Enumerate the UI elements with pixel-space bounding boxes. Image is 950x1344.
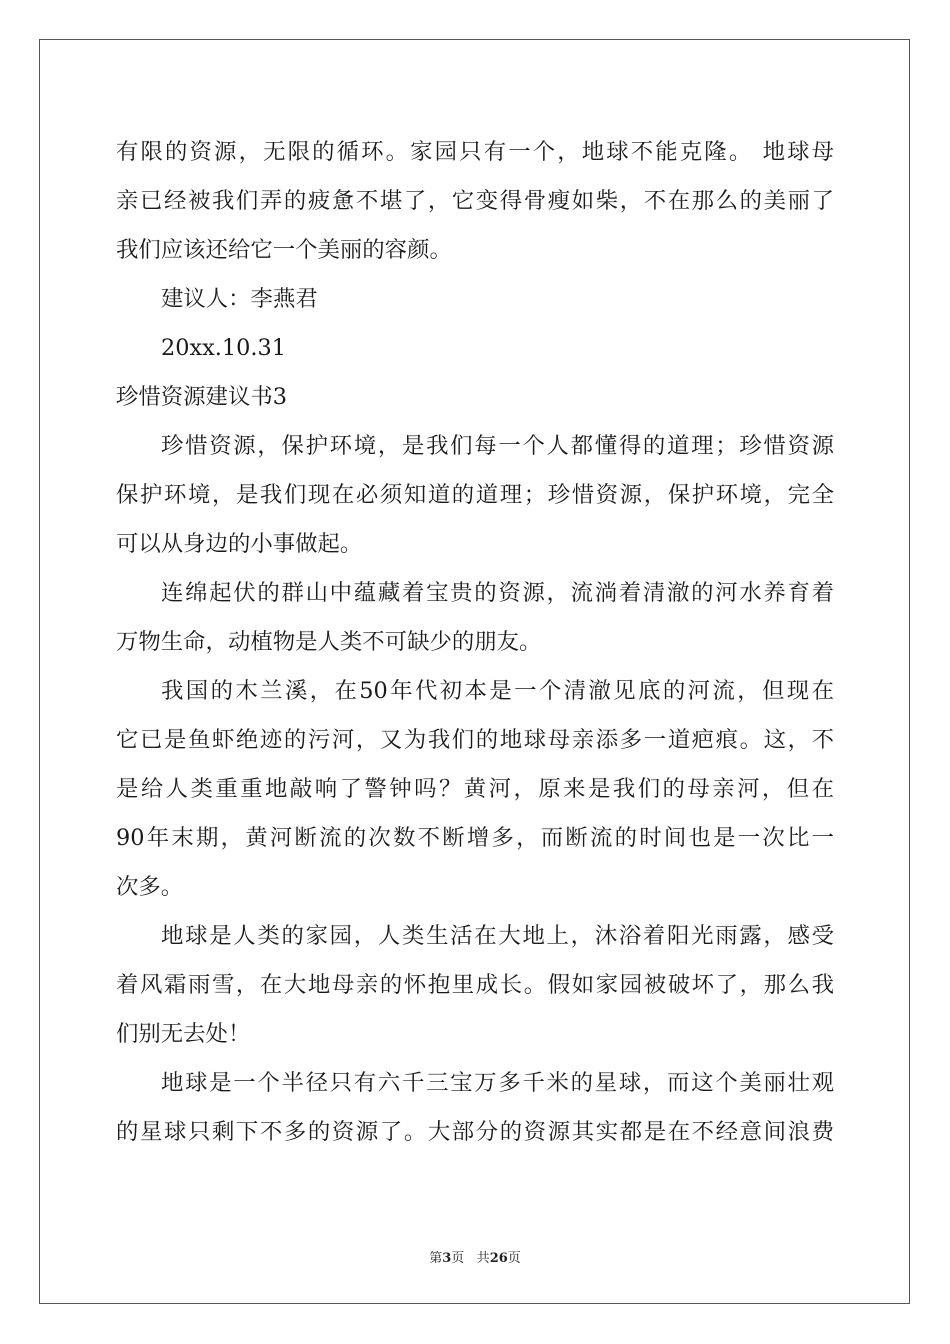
page-number: 3 (442, 1251, 452, 1266)
text-line: 90年末期，黄河断流的次数不断增多，而断流的时间也是一次比一 (116, 825, 834, 851)
text-line: 连绵起伏的群山中蕴藏着宝贵的资源，流淌着清澈的河水养育着 (161, 580, 834, 606)
date-line: 20xx.10.31 (161, 335, 286, 361)
text-line: 它已是鱼虾绝迹的污河，又为我们的地球母亲添多一道疤痕。这，不 (116, 727, 834, 753)
text-line: 着风霜雨雪，在大地母亲的怀抱里成长。假如家园被破坏了，那么我 (116, 972, 834, 998)
signature-line: 建议人：李燕君 (161, 286, 318, 312)
section-title: 珍惜资源建议书3 (116, 384, 287, 410)
text-line: 珍惜资源，保护环境，是我们每一个人都懂得的道理；珍惜资源 (161, 433, 834, 459)
text-line: 次多。 (116, 874, 184, 900)
text-line: 是给人类重重地敲响了警钟吗？黄河，原来是我们的母亲河，但在 (116, 776, 834, 802)
footer-page-suffix: 页 (451, 1251, 465, 1266)
footer-prefix: 第 (429, 1251, 443, 1266)
footer-total-suffix: 页 (507, 1251, 521, 1266)
text-line: 有限的资源，无限的循环。家园只有一个，地球不能克隆。 地球母 (116, 139, 834, 165)
text-line: 的星球只剩下不多的资源了。大部分的资源其实都是在不经意间浪费 (116, 1119, 834, 1145)
text-line: 我国的木兰溪，在50年代初本是一个清澈见底的河流，但现在 (161, 678, 834, 704)
text-line: 地球是一个半径只有六千三宝万多千米的星球，而这个美丽壮观 (161, 1070, 834, 1096)
text-line: 们别无去处！ (116, 1021, 251, 1047)
text-line: 万物生命，动植物是人类不可缺少的朋友。 (116, 629, 542, 655)
text-line: 亲已经被我们弄的疲惫不堪了，它变得骨瘦如柴，不在那么的美丽了 (116, 188, 834, 214)
total-pages: 26 (489, 1251, 508, 1266)
text-line: 保护环境，是我们现在必须知道的道理；珍惜资源，保护环境，完全 (116, 482, 834, 508)
page-footer (0, 1247, 950, 1266)
document-body (116, 128, 834, 1157)
text-line: 地球是人类的家园，人类生活在大地上，沐浴着阳光雨露，感受 (161, 923, 834, 949)
text-line: 可以从身边的小事做起。 (116, 531, 363, 557)
footer-total-prefix: 共 (476, 1251, 490, 1266)
text-line: 我们应该还给它一个美丽的容颜。 (116, 237, 452, 263)
